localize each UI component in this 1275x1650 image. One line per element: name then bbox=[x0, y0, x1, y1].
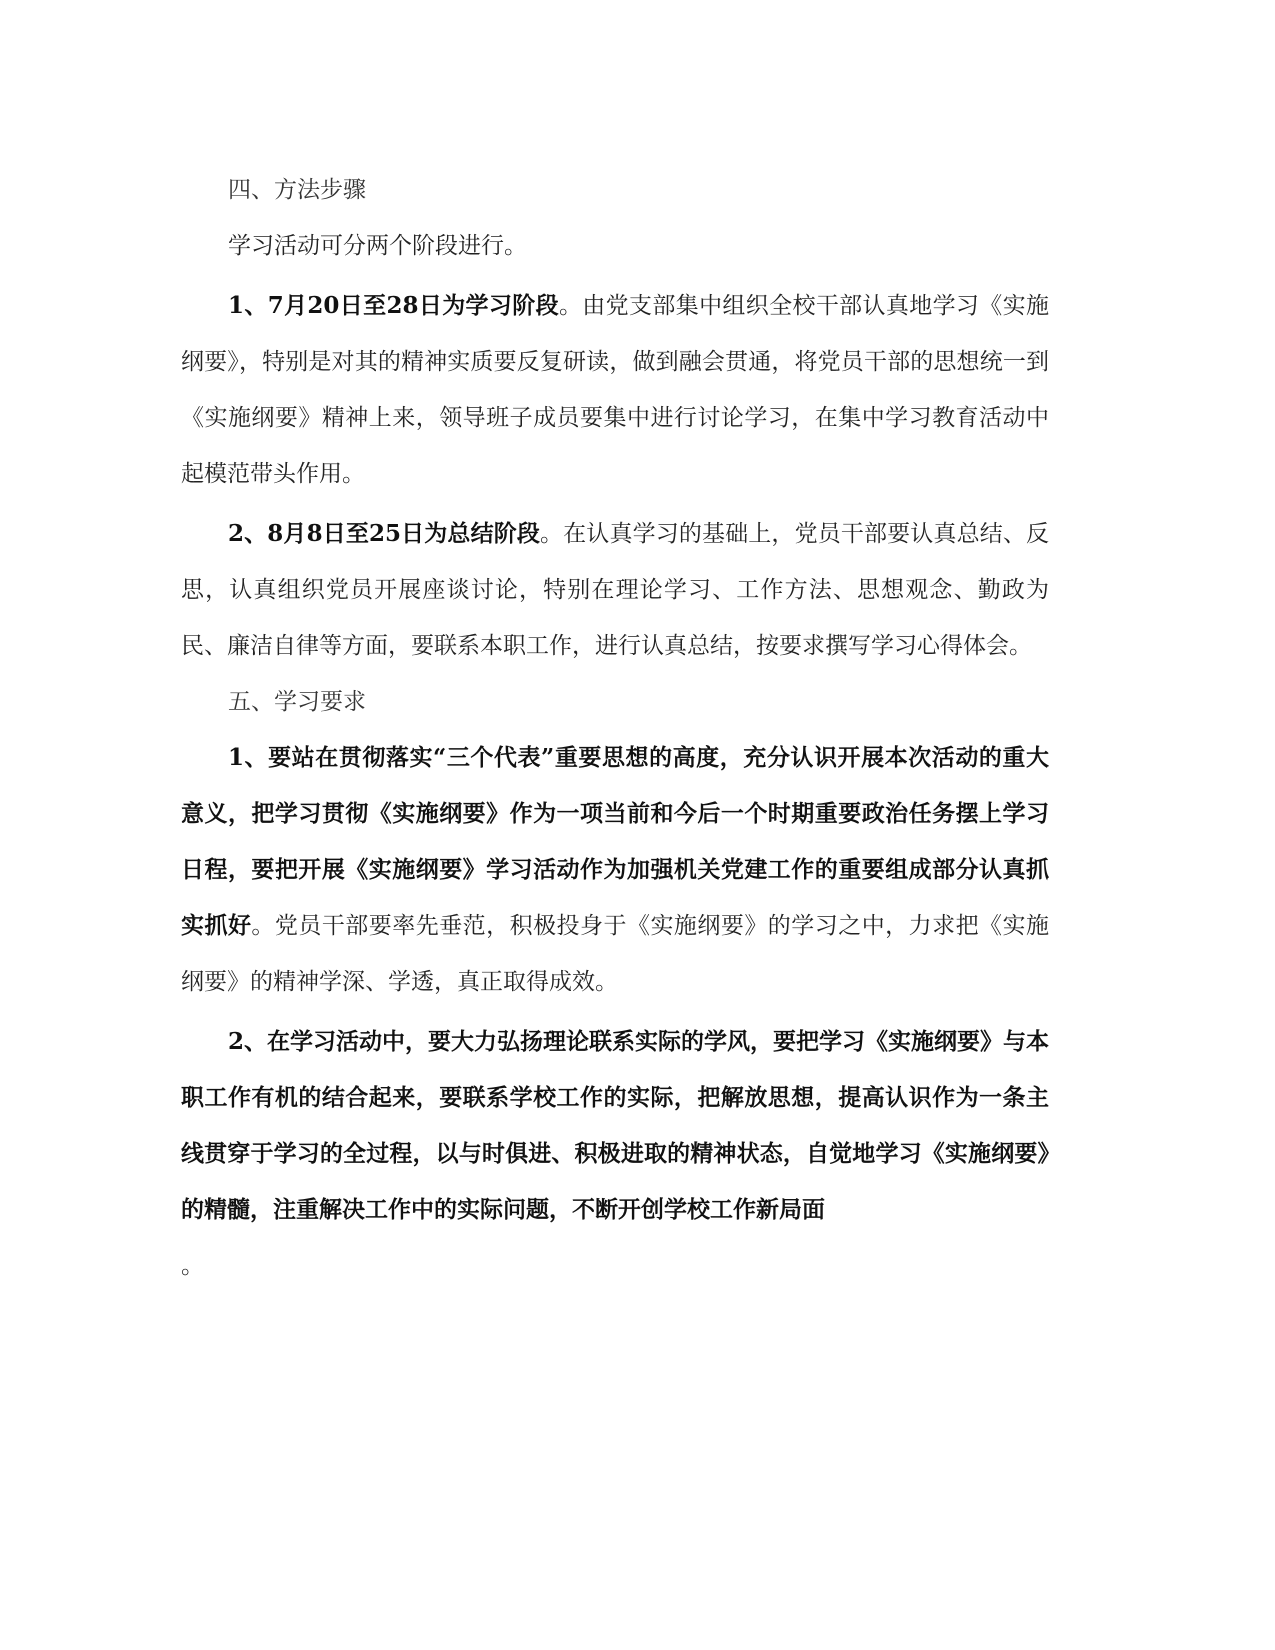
paragraph-requirement-2 bbox=[181, 1014, 1049, 1238]
paragraph-intro: 学习活动可分两个阶段进行。 bbox=[228, 233, 527, 259]
step-2-title: 2、8月8日至25日为总结阶段 bbox=[228, 520, 541, 547]
paragraph-step-1 bbox=[181, 278, 1049, 502]
section-heading-requirements: 五、学习要求 bbox=[228, 689, 366, 715]
requirement-2-bold-text: 2、在学习活动中，要大力弘扬理论联系实际的学风，要把学习《实施纲要》与本职工作有机的结合起来，要联系学校工作的实际，把解放思想，提高认识作为一条主线贯穿于学习的全过程，以与时俱进、积极进取的精神状态，自觉地学习《实施纲要》的精髓，注重解决工作中的实际问题，不断开创学校工作新局面 bbox=[181, 1028, 1050, 1223]
requirement-2-end-mark: 。 bbox=[181, 1253, 204, 1279]
paragraph-requirement-1 bbox=[181, 730, 1049, 1010]
requirement-1-bold-text: 1、要站在贯彻落实“三个代表”重要思想的高度，充分认识开展本次活动的重大意义，把学习贯彻《实施纲要》作为一项当前和今后一个时期重要政治任务摆上学习日程，要把开展《实施纲要》学习活动作为加强机关党建工作的重要组成部分认真抓实抓好 bbox=[181, 744, 1049, 939]
step-1-text: 。由党支部集中组织全校干部认真地学习《实施纲要》，特别是对其的精神实质要反复研读，做到融会贯通，将党员干部的思想统一到《实施纲要》精神上来，领导班子成员要集中进行讨论学习，在集中学习教育活动中起模范带头作用。 bbox=[181, 293, 1049, 487]
step-2-text: 。在认真学习的基础上，党员干部要认真总结、反思，认真组织党员开展座谈讨论，特别在理论学习、工作方法、思想观念、勤政为民、廉洁自律等方面，要联系本职工作，进行认真总结，按要求撰写学习心得体会。 bbox=[181, 521, 1049, 659]
requirement-1-text: 。党员干部要率先垂范，积极投身于《实施纲要》的学习之中，力求把《实施纲要》的精神学深、学透，真正取得成效。 bbox=[181, 913, 1050, 995]
document-body bbox=[181, 162, 1049, 1294]
section-heading-methods: 四、方法步骤 bbox=[228, 177, 366, 203]
paragraph-step-2 bbox=[181, 506, 1049, 674]
step-1-title: 1、7月20日至28日为学习阶段 bbox=[228, 292, 559, 319]
